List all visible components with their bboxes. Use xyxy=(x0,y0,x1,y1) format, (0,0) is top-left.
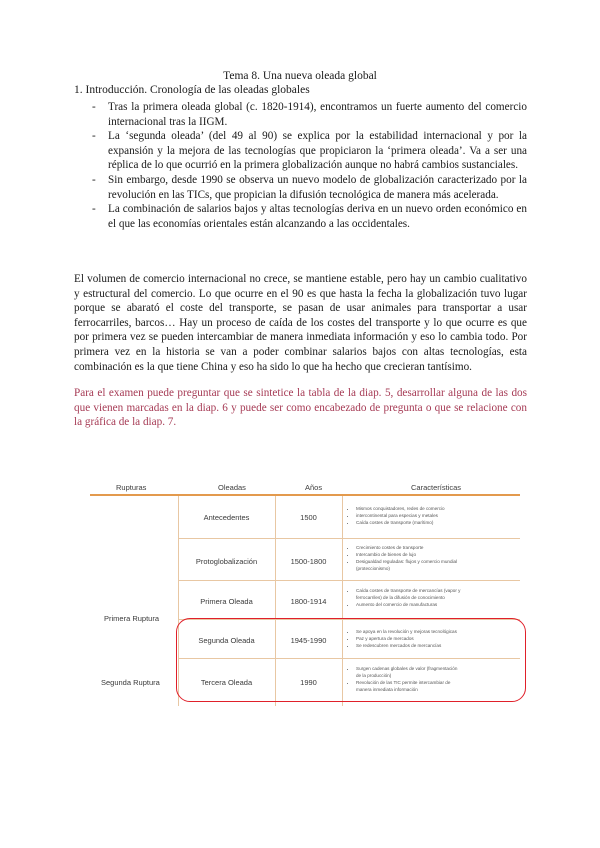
anos-cell: 1500 xyxy=(300,513,317,522)
list-item: • Aumento del comercio de manufacturas xyxy=(356,601,526,608)
exam-note: Para el examen puede preguntar que se sintetice la tabla de la diap. 5, desarrollar alguna de las dos que vienen marcadas en la diap. 6 y puede ser como encabezado de pregunta o que se relacione con la gráfica de la diap. 7. xyxy=(74,387,527,429)
oleada-cell: Protoglobalización xyxy=(195,557,258,566)
anos-cell: 1990 xyxy=(300,678,317,687)
ruptura-label: Primera Ruptura xyxy=(104,614,160,623)
header-divider xyxy=(90,494,520,496)
list-item: de la producción) xyxy=(356,673,392,678)
caracteristicas-list xyxy=(348,505,526,526)
list-item: • Se apoya en la revolución y mejoras tecnológicas xyxy=(356,628,526,635)
list-item: • Crecimiento costes de transporte xyxy=(356,544,526,551)
list-item: • Desigualdad reguladas: flujos y comercio mundial xyxy=(356,558,526,565)
list-item: • Intercambio de bienes de lujo xyxy=(356,551,526,558)
list-item: • Caída costes de transporte de mercancías (vapor y xyxy=(356,587,526,594)
oleada-cell: Tercera Oleada xyxy=(200,678,253,687)
caracteristicas-list xyxy=(348,544,526,572)
page-title: Tema 8. Una nueva oleada global xyxy=(223,70,377,82)
list-item: • intercontinental para especias y metales xyxy=(356,512,526,519)
oleada-cell: Primera Oleada xyxy=(200,597,253,606)
list-item: • Se redescubren mercados de mercancías xyxy=(356,642,526,649)
row-divider xyxy=(178,538,520,539)
highlight-box xyxy=(176,618,526,702)
list-item: - La combinación de salarios bajos y altas tecnologías deriva en un nuevo orden económico en el que las economías orientales están alcanzando a las occidentales. xyxy=(92,203,527,230)
list-item: • Surgen cadenas globales de valor (fragmentación xyxy=(356,665,526,672)
bullet-list xyxy=(92,100,527,231)
header-rupturas: Rupturas xyxy=(116,483,147,492)
list-item: (proteccionismo) xyxy=(356,566,390,571)
oleada-cell: Antecedentes xyxy=(203,513,250,522)
list-item: - Sin embargo, desde 1990 se observa un nuevo modelo de globalización caracterizado por la revolución en las TICs, que propician la difusión tecnológica de manera más acelerada. xyxy=(92,173,527,201)
ruptura-label: Segunda Ruptura xyxy=(101,678,160,687)
list-item: • Paz y apertura de mercados xyxy=(356,635,526,642)
anos-cell: 1945-1990 xyxy=(290,636,327,645)
row-divider xyxy=(178,580,520,581)
list-item: - Tras la primera oleada global (c. 1820-1914), encontramos un fuerte aumento del comercio internacional tras la IIGM. xyxy=(92,101,527,128)
list-item: ferrocarriles) de la difusión de conocimiento xyxy=(356,595,445,600)
list-item: - La ‘segunda oleada’ (del 49 al 90) se explica por la estabilidad internacional y por la expansión y la mejora de las tecnologías que propiciaron la ‘primera oleada’. Va a ser una réplica de lo que ocurrió en la primera globalización aunque no habrá cambios sustanciales. xyxy=(92,130,527,172)
header-oleadas: Oleadas xyxy=(218,483,246,492)
list-item: • Mismos conquistadores, redes de comercio xyxy=(356,505,526,512)
anos-cell: 1800-1914 xyxy=(290,597,327,606)
list-item: • Caída costes de transporte (marítimo) xyxy=(356,519,526,526)
list-item: manera inmediata información xyxy=(356,687,418,692)
list-item: • Revolución de las TIC permite intercambiar de xyxy=(356,679,526,686)
body-paragraph: El volumen de comercio internacional no crece, se mantiene estable, pero hay un cambio cualitativo y estructural del comercio. Lo que ocurre en el 90 es que hasta la fecha la globalización tuvo lugar porque se abarató el coste del transporte, se pasan de usar animales para transportar a usar ferrocarriles, barcos… Hay un proceso de caída de los costes del transporte y lo que ocurre es que por primera vez se pueden intercambiar de manera inmediata información y eso lo cambia todo. Por primera vez en la historia se van a poder combinar salarios bajos con altas tecnologías, esta combinación es la que tiene China y eso ha sido lo que ha hecho que crecieran tantísimo. xyxy=(74,273,527,373)
header-anos: Años xyxy=(305,483,323,492)
section-heading: 1. Introducción. Cronología de las oleadas globales xyxy=(74,84,310,96)
header-caracteristicas: Características xyxy=(411,483,462,492)
caracteristicas-list xyxy=(348,587,526,608)
anos-cell: 1500-1800 xyxy=(290,557,327,566)
oleada-cell: Segunda Oleada xyxy=(198,636,255,645)
